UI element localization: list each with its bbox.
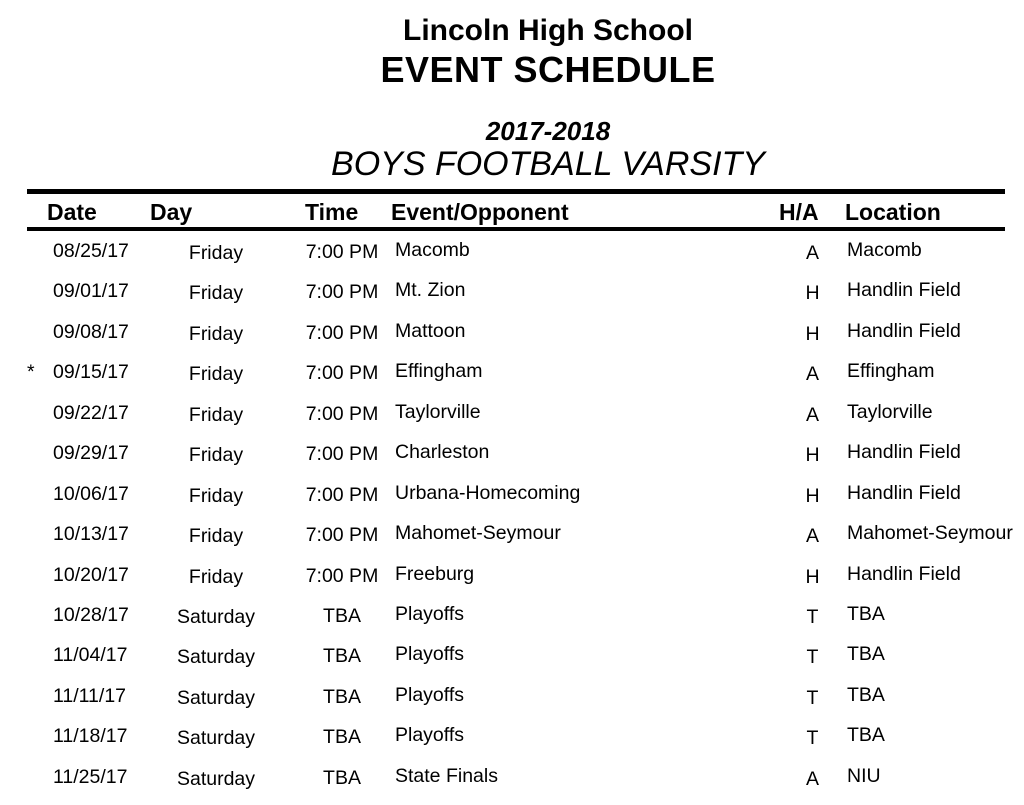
table-row <box>0 360 1024 400</box>
cell-event-opponent: Effingham <box>395 360 483 383</box>
cell-home-away: H <box>805 322 820 345</box>
top-divider <box>27 189 1005 194</box>
cell-location: Macomb <box>847 239 922 261</box>
cell-location: Effingham <box>847 360 935 383</box>
cell-home-away: T <box>806 686 819 709</box>
cell-home-away: A <box>805 242 819 264</box>
cell-home-away: A <box>805 767 819 790</box>
cell-home-away: A <box>805 525 819 548</box>
cell-time: TBA <box>323 645 361 668</box>
cell-location: Mahomet-Seymour <box>847 522 1013 545</box>
cell-home-away: H <box>805 484 820 507</box>
cell-date: 10/20/17 <box>53 563 129 586</box>
cell-day: Friday <box>188 282 244 305</box>
table-row <box>0 522 1024 562</box>
cell-location: Handlin Field <box>847 562 961 585</box>
table-row <box>0 603 1024 643</box>
cell-home-away: H <box>805 565 820 588</box>
cell-event-opponent: Playoffs <box>395 643 465 666</box>
cell-location: Taylorville <box>847 400 933 423</box>
cell-date: 10/28/17 <box>53 603 129 626</box>
cell-date: 11/25/17 <box>53 765 128 788</box>
table-row <box>0 643 1024 683</box>
column-header-event-opponent: Event/Opponent <box>391 199 569 225</box>
table-row <box>0 441 1024 481</box>
cell-day: Friday <box>188 403 244 426</box>
cell-location: Handlin Field <box>847 481 961 504</box>
cell-location: TBA <box>847 602 885 625</box>
cell-location: TBA <box>847 683 885 706</box>
cell-location: NIU <box>847 764 881 787</box>
column-header-time: Time <box>305 199 359 225</box>
cell-home-away: T <box>806 646 819 669</box>
cell-event-opponent: Playoffs <box>395 602 465 625</box>
cell-home-away: T <box>806 605 819 628</box>
cell-location: TBA <box>847 643 885 666</box>
cell-day: Friday <box>188 525 244 548</box>
cell-date: 10/13/17 <box>53 523 129 546</box>
cell-date: 09/22/17 <box>53 401 129 424</box>
season-label: 2017-2018 <box>485 116 611 146</box>
cell-time: 7:00 PM <box>305 564 379 587</box>
cell-day: Saturday <box>176 686 256 709</box>
table-row <box>0 239 1024 279</box>
cell-location: Handlin Field <box>847 319 961 342</box>
cell-time: 7:00 PM <box>305 362 379 385</box>
cell-date: 09/08/17 <box>53 320 129 343</box>
page-title: EVENT SCHEDULE <box>380 49 716 90</box>
cell-time: TBA <box>323 726 361 749</box>
cell-event-opponent: Playoffs <box>395 683 465 706</box>
table-row <box>0 684 1024 724</box>
cell-date: 09/01/17 <box>53 280 129 303</box>
table-row <box>0 563 1024 603</box>
cell-location: TBA <box>847 724 885 747</box>
cell-event-opponent: Urbana-Homecoming <box>395 481 581 504</box>
header-divider <box>27 227 1005 231</box>
cell-date: 08/25/17 <box>53 240 129 262</box>
cell-location: Handlin Field <box>847 441 961 464</box>
cell-event-opponent: Charleston <box>395 441 490 464</box>
cell-date: 10/06/17 <box>53 482 129 505</box>
cell-event-opponent: Mahomet-Seymour <box>395 522 561 545</box>
cell-day: Friday <box>188 484 244 507</box>
cell-date: 11/04/17 <box>53 644 128 667</box>
cell-day: Friday <box>188 242 244 264</box>
column-header-date: Date <box>47 199 97 225</box>
cell-time: 7:00 PM <box>305 241 379 263</box>
cell-day: Friday <box>188 565 244 588</box>
schedule-table-body <box>0 239 1024 805</box>
cell-day: Friday <box>188 444 244 467</box>
cell-event-opponent: Playoffs <box>395 724 465 747</box>
column-header-location: Location <box>845 199 941 225</box>
cell-home-away: H <box>805 444 820 467</box>
cell-day: Saturday <box>176 646 256 669</box>
cell-date: 11/11/17 <box>53 684 127 707</box>
cell-day: Saturday <box>176 727 256 750</box>
column-header-home-away: H/A <box>779 199 819 225</box>
cell-event-opponent: State Finals <box>395 764 498 787</box>
cell-date: 09/15/17 <box>53 361 129 384</box>
table-row <box>0 320 1024 360</box>
cell-home-away: T <box>806 727 819 750</box>
cell-date: 09/29/17 <box>53 442 129 465</box>
cell-time: 7:00 PM <box>305 483 379 506</box>
table-row <box>0 482 1024 522</box>
school-name: Lincoln High School <box>403 14 693 47</box>
cell-home-away: A <box>805 403 819 426</box>
cell-time: 7:00 PM <box>305 402 379 425</box>
cell-time: 7:00 PM <box>305 281 379 304</box>
team-label: BOYS FOOTBALL VARSITY <box>331 145 765 183</box>
cell-event-opponent: Mattoon <box>395 319 466 342</box>
cell-day: Saturday <box>176 605 256 628</box>
column-header-day: Day <box>150 199 193 225</box>
cell-event-opponent: Mt. Zion <box>395 279 466 302</box>
cell-event-opponent: Freeburg <box>395 562 475 585</box>
cell-event-opponent: Taylorville <box>395 400 481 423</box>
cell-time: TBA <box>323 685 361 708</box>
cell-date: 11/18/17 <box>53 725 128 748</box>
cell-time: 7:00 PM <box>305 443 379 466</box>
table-row <box>0 765 1024 805</box>
table-row <box>0 279 1024 319</box>
cell-time: TBA <box>323 766 361 789</box>
cell-event-opponent: Macomb <box>395 239 470 261</box>
cell-time: 7:00 PM <box>305 524 379 547</box>
row-flag-asterisk: * <box>27 361 35 384</box>
cell-day: Saturday <box>176 767 256 790</box>
cell-time: TBA <box>323 604 361 627</box>
cell-home-away: A <box>805 363 819 386</box>
cell-time: 7:00 PM <box>305 321 379 344</box>
table-row <box>0 401 1024 441</box>
cell-day: Friday <box>188 363 244 386</box>
table-row <box>0 724 1024 764</box>
cell-home-away: H <box>805 282 820 305</box>
cell-location: Handlin Field <box>847 279 961 302</box>
cell-day: Friday <box>188 322 244 345</box>
